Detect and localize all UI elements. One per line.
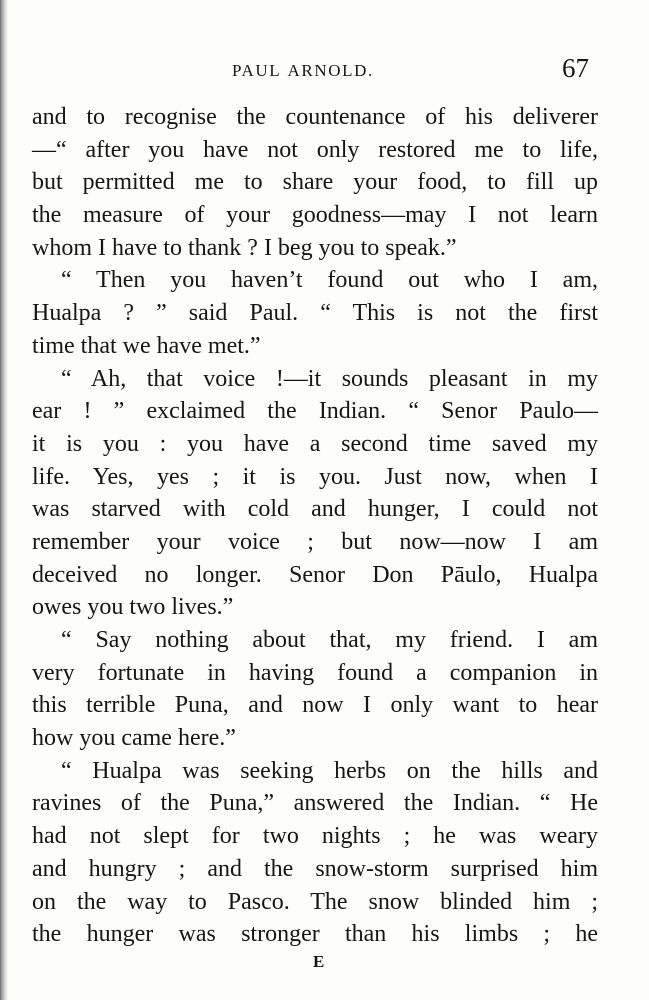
text-line: very fortunate in having found a companion in [32,659,598,686]
text-line: this terrible Puna, and now I only want to hear [32,692,598,719]
text-line: “ Hualpa was seeking herbs on the hills and [61,757,598,784]
running-title: PAUL ARNOLD. [232,61,374,80]
text-line: had not slept for two nights ; he was weary [32,823,598,850]
text-line: —“ after you have not only restored me to life, [32,136,598,163]
text-line: Hualpa ? ” said Paul. “ This is not the first [32,300,598,327]
text-line: ravines of the Puna,” answered the Indian. “ He [32,790,598,817]
page-number: 67 [562,53,589,83]
text-line: how you came here.” [32,725,236,752]
text-line: on the way to Pasco. The snow blinded him ; [32,888,598,915]
signature-mark: E [313,952,326,971]
text-line: time that we have met.” [32,332,261,359]
text-line: “ Say nothing about that, my friend. I am [61,627,598,653]
running-head [0,54,649,84]
text-line: whom I have to thank ? I beg you to speak.” [32,234,457,261]
text-line: remember your voice ; but now—now I am [32,528,598,555]
text-line: “ Ah, that voice !—it sounds pleasant in my [61,365,598,392]
text-line: ear ! ” exclaimed the Indian. “ Senor Paulo— [32,398,598,425]
text-line: was starved with cold and hunger, I could not [32,496,598,523]
text-line: deceived no longer. Senor Don Pāulo, Hualpa [32,561,598,588]
page-scan-edge [0,0,8,1000]
text-line: it is you : you have a second time saved my [32,430,598,457]
text-line: the hunger was stronger than his limbs ; he [32,921,598,948]
text-line: but permitted me to share your food, to fill up [32,169,598,196]
text-line: and to recognise the countenance of his deliverer [32,104,598,130]
text-line: “ Then you haven’t found out who I am, [61,267,598,294]
text-line: life. Yes, yes ; it is you. Just now, when I [32,463,598,490]
body-text [32,101,598,951]
text-line: and hungry ; and the snow-storm surprised him [32,855,598,882]
text-line: the measure of your goodness—may I not learn [32,202,598,229]
text-line: owes you two lives.” [32,594,234,621]
